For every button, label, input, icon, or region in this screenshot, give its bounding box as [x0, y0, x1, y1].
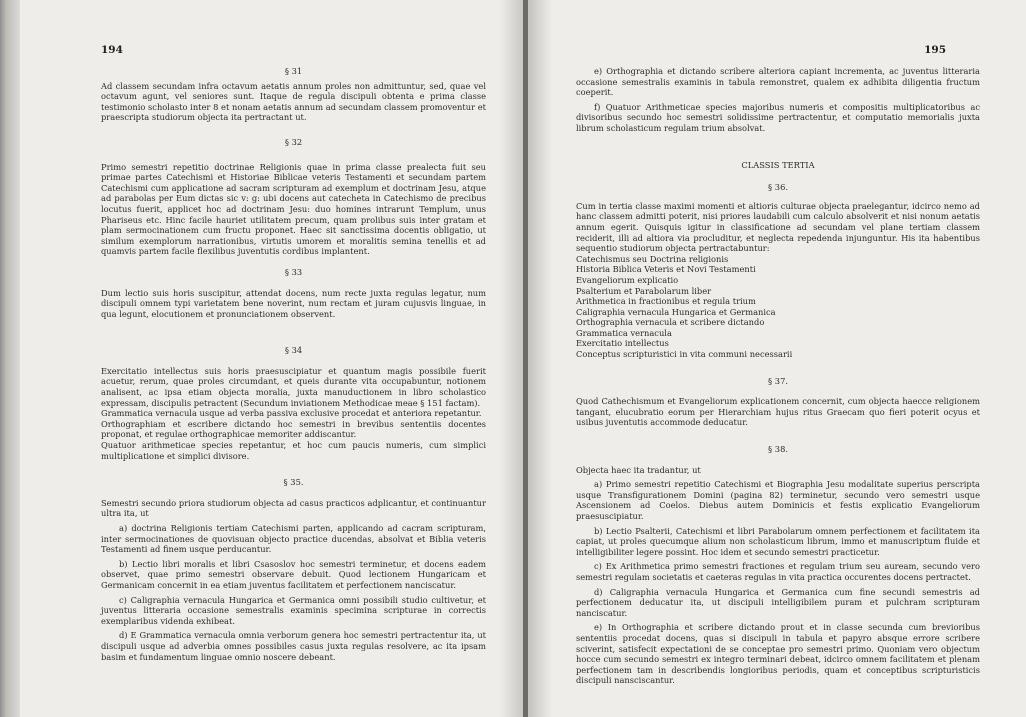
- section-heading: § 34: [284, 345, 303, 356]
- paragraph: f) Quatuor Arithmeticae species majoribus numeris et compositis multiplicatoribus ac divisoribus secundo hoc semestri solidissime pertractentur, et computatio memorialis juxta librum scholasticum regulam trium absolvat.: [576, 101, 980, 133]
- section-heading: § 33: [284, 266, 303, 277]
- list-item: Orthographia vernacula et scribere dictando: [576, 317, 765, 328]
- subject-list: [576, 254, 980, 360]
- list-item: Exercitatio intellectus: [576, 338, 669, 349]
- list-item: Conceptus scripturistici in vita communi necessarii: [576, 349, 793, 360]
- paragraph: c) Caligraphia vernacula Hungarica et Germanica omni possibili studio cultivetur, et juventus litteraria occasione semestralis examinis specimina scripturae in correctis exemplaribus videnda exhibeat.: [101, 594, 486, 626]
- paragraph: Cum in tertia classe maximi momenti et altioris culturae objecta praelegantur, idcirco nemo ad hanc classem admitti poterit, nisi priores laudabili cum calculo absolverit et nisi nonum aetatis annum egerit. Quisquis igitur in classificatione ad secundam vel plane tertiam classem reciderit, illi ad altiora via procluditur, et neglecta repedenda injunguntur. His ita habentibus sequentio studiorum objecta pertractabuntur:: [576, 200, 980, 254]
- section-heading: § 35.: [283, 477, 304, 488]
- paragraph: c) Ex Arithmetica primo semestri fractiones et regulam trium seu auream, secundo vero semestri regulam societatis et caeteras regulas in vita practica occurentes docens pertractet.: [576, 561, 980, 582]
- list-item: Historia Biblica Veteris et Novi Testamenti: [576, 264, 756, 275]
- paragraph: b) Lectio libri moralis et libri Csasoslov hoc semestri terminetur, et docens eadem observet, quae primo semestri observare debuit. Quod lectionem Hungaricam et Germanicam concernit in ea etiam juventus facilitatem et perfectionem nanciscatur.: [101, 558, 486, 590]
- paragraph: Quatuor arithmeticae species repetantur, et hoc cum paucis numeris, cum simplici multiplicatione et simplici divisore.: [101, 440, 486, 461]
- paragraph: b) Lectio Psalterii, Catechismi et libri Parabolarum omnem perfectionem et facilitatem ita capiat, ut proles quecumque alium non scholasticum librum, immo et manuscriptum fluide et intelligibiliter legere possint. Hoc idem et secundo semestri practicetur.: [576, 525, 980, 557]
- list-item: Grammatica vernacula: [576, 327, 672, 338]
- paragraph: Orthographiam et escribere dictando hoc semestri in brevibus sententiis docentes proponat, et regulae orthographicae memoriter addiscantur.: [101, 418, 486, 440]
- section-heading: § 31: [284, 66, 303, 76]
- section-heading: CLASSIS TERTIA: [741, 159, 815, 170]
- paragraph: e) In Orthographia et scribere dictando prout et in classe secunda cum brevioribus sententiis procedat docens, quas si discipuli in tabula et papyro absque errore scribere sciverint, satisfecit expectationi de se conceptae pro semestri primo. Quoniam vero objectum hocce cum secundo semestri ex integro terminari debeat, idcirco omnem facilitatem et plenam perfectionem tam in describendis longioribus periodis, quam et conceptibus scripturisticis discipuli nansciscantur.: [576, 622, 980, 686]
- list-item: Arithmetica in fractionibus et regula trium: [576, 296, 756, 307]
- paragraph: a) doctrina Religionis tertiam Catechismi parten, applicando ad cacram scripturam, inter sermocinationes de quovisuan objecto practice ducendas, absolvat et Biblia veteris Testamenti ad finem usque perducantur.: [101, 523, 486, 555]
- gutter-shadow: [528, 0, 552, 717]
- page-edge: [0, 0, 20, 717]
- paragraph: Grammatica vernacula usque ad verba passiva exclusive procedat et anteriora repetantur.: [101, 408, 482, 419]
- right-page-text: [576, 66, 980, 686]
- section-heading: § 38.: [768, 444, 788, 455]
- list-item: Caligraphia vernacula Hungarica et Germanica: [576, 306, 776, 317]
- paragraph: Objecta haec ita tradantur, ut: [576, 464, 701, 475]
- section-heading: § 32: [284, 136, 303, 147]
- section-heading: § 36.: [768, 182, 788, 193]
- paragraph: d) E Grammatica vernacula omnia verborum genera hoc semestri pertractentur ita, ut discipuli usque ad adverbia omnes possibiles casus juxta regulas resolvere, ac ita ipsam basim et fundamentum linguae omnio noscere debeant.: [101, 630, 486, 662]
- page-number-right: 195: [924, 44, 946, 56]
- paragraph: Exercitatio intellectus suis horis praesuscipiatur et quantum magis possibile fuerit acuetur, rerum, quae proles circumdant, et queis durante vita occupabuntur, notionem analisent, ac ipsa etiam objecta moralia, juxta manuductionem in libro scholastico expressam, discipulis petractent (Secundum inviationem Methodicae meae § 151 factam).: [101, 365, 486, 408]
- paragraph: Dum lectio suis horis suscipitur, attendat docens, num recte juxta regulas legatur, num discipuli omnem typi varietatem bene noverint, num rectam et juram cujusvis linguae, in qua legunt, elocutionem et pronunciationem observent.: [101, 287, 486, 319]
- paragraph: Primo semestri repetitio doctrinae Religionis quae in prima classe prealecta fuit seu primae partes Catechismi et Historiae Biblicae veteris Testamenti et secundam partem Catechismi cum applicatione ad sacram scripturam ad exemplum et doctrinam Jesu, atque ad parabolas per Eum dictas sic v: g: ubi docens aut catecheta in Catechismo de precibus locutus fuerit, applicet hoc ad doctrinam Jesu: duo homines intrarunt Templum, unus Phariseus etc. Hinc facile hauriet utilitatem precum, quam prolibus suis inter gratam et plam sermocinationem cum fructu proponet. Haec sit sanctissima docentis obligatio, ut similum exemplorum narrationibus, virtutis umorem et moralitis semina tenellis et ad quamvis partem facile flexilibus juventutis cordibus implantent.: [101, 161, 486, 257]
- paragraph: Ad classem secundam infra octavum aetatis annum proles non admittuntur, sed, quae vel octavum agunt, vel seniores sunt. Itaque de regula discipuli obtenta e prima classe testimonio scholasto inter 8 et nonam aetatis annum ad secundam classem promoventur et praescripta studiorum objecta ita pertractant ut.: [101, 80, 486, 123]
- paragraph: a) Primo semestri repetitio Catechismi et Biographia Jesu modalitate superius perscripta usque Transfigurationem Domini (pagina 82) terminetur, secundo vero semestri usque Ascensionem ad Coelos. Diebus autem Dominicis et festis explicatio Evangeliorum praesuscipiatur.: [576, 479, 980, 521]
- paragraph: Semestri secundo priora studiorum objecta ad casus practicos adplicantur, et continuantur ultra ita, ut: [101, 497, 486, 519]
- paragraph: d) Caligraphia vernacula Hungarica et Germanica cum fine secundi semestris ad perfectionem deducatur ita, ut discipuli intelligibilem puram et pulchram scripturam nanciscatur.: [576, 586, 980, 618]
- list-item: Psalterium et Parabolarum liber: [576, 285, 712, 296]
- left-page-text: [101, 66, 486, 662]
- paragraph: Quod Cathechismum et Evangeliorum explicationem concernit, cum objecta haecce religionem tangant, elucubratio eorum per Hierarchiam hujus ritus Graecam quo fieri poterit ocyus et usibus juventutis accommode deducatur.: [576, 396, 980, 428]
- paragraph: e) Orthographia et dictando scribere alteriora capiant incrementa, ac juventus litteraria occasione semestralis examinis in tabula remonstret, qualem ex adhibita diligentia fructum coeperit.: [576, 66, 980, 98]
- list-item: Catechismus seu Doctrina religionis: [576, 253, 729, 264]
- page-number-left: 194: [101, 44, 123, 56]
- section-heading: § 37.: [768, 375, 788, 386]
- right-page: [528, 0, 1026, 717]
- list-item: Evangeliorum explicatio: [576, 274, 679, 285]
